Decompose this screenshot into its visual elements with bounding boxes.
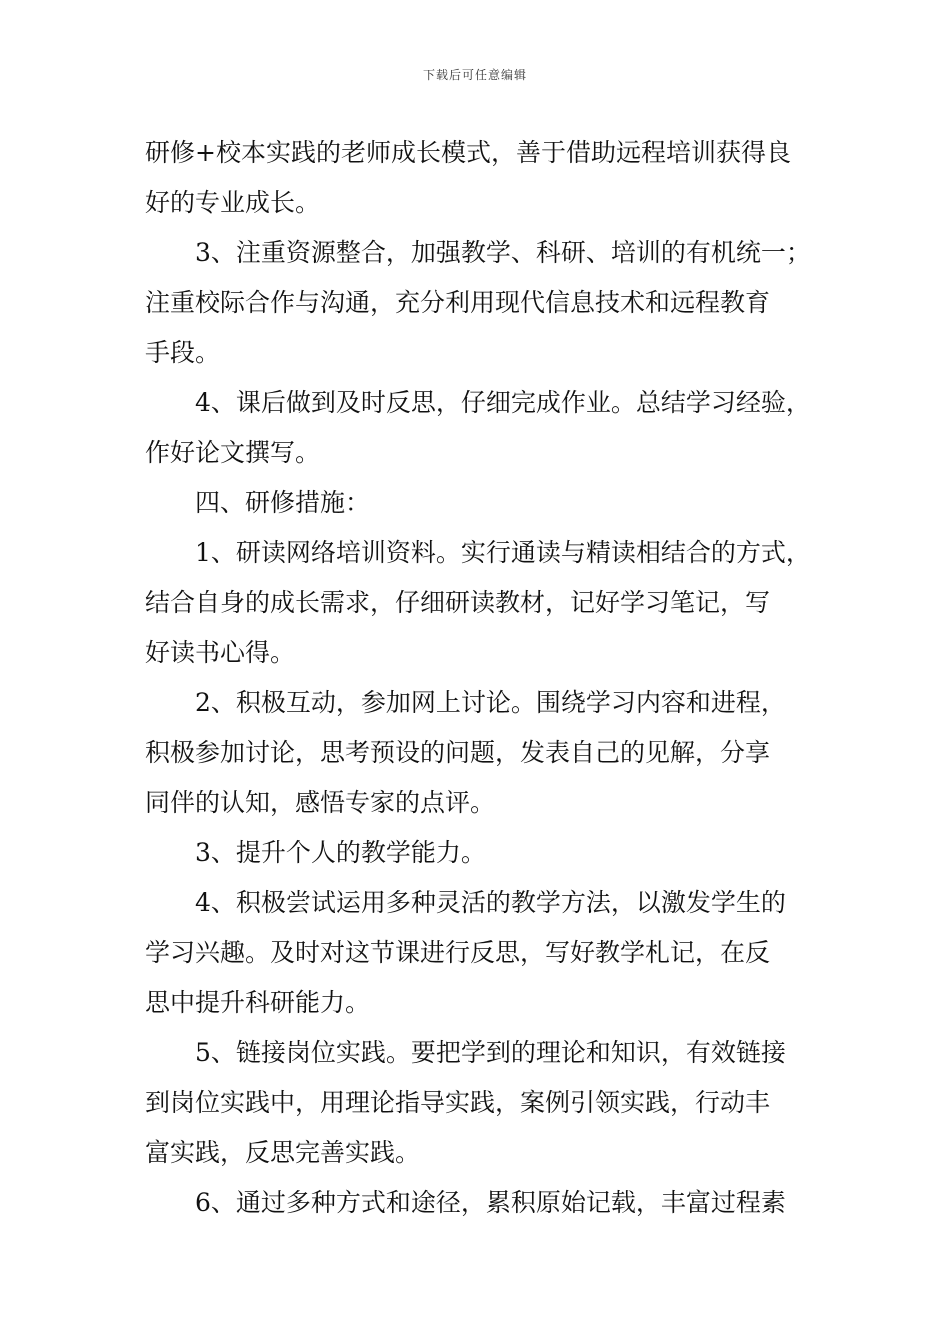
paragraph xyxy=(145,378,825,478)
paragraph xyxy=(145,528,825,678)
text-line: 6、通过多种方式和途径，累积原始记载，丰富过程素 xyxy=(195,1188,786,1217)
text-line: 好读书心得。 xyxy=(145,638,296,667)
text-line: 4、课后做到及时反思，仔细完成作业。总结学习经验， xyxy=(195,388,811,417)
paragraph xyxy=(145,1178,825,1228)
text-line: 4、积极尝试运用多种灵活的教学方法，以激发学生的 xyxy=(195,888,786,917)
paragraph xyxy=(145,228,825,378)
text-line: 结合自身的成长需求，仔细研读教材，记好学习笔记，写 xyxy=(145,588,771,617)
text-line: 积极参加讨论，思考预设的问题，发表自己的见解，分享 xyxy=(145,738,771,767)
section-heading xyxy=(145,478,825,528)
text-line: 四、研修措施： xyxy=(195,488,371,517)
text-line: 到岗位实践中，用理论指导实践，案例引领实践，行动丰 xyxy=(145,1088,771,1117)
text-line: 学习兴趣。及时对这节课进行反思，写好教学札记，在反 xyxy=(145,938,771,967)
document-body xyxy=(145,128,825,1228)
text-line: 手段。 xyxy=(145,338,221,367)
text-line: 5、链接岗位实践。要把学到的理论和知识，有效链接 xyxy=(195,1038,786,1067)
text-line: 1、研读网络培训资料。实行通读与精读相结合的方式， xyxy=(195,538,811,567)
paragraph xyxy=(145,828,825,878)
text-line: 3、提升个人的教学能力。 xyxy=(195,838,486,867)
text-line: 思中提升科研能力。 xyxy=(145,988,371,1017)
text-line: 好的专业成长。 xyxy=(145,188,321,217)
text-line: 注重校际合作与沟通，充分利用现代信息技术和远程教育 xyxy=(145,288,771,317)
text-line: 作好论文撰写。 xyxy=(145,438,321,467)
paragraph xyxy=(145,1028,825,1178)
text-line: 富实践，反思完善实践。 xyxy=(145,1138,421,1167)
text-line: 研修+校本实践的老师成长模式，善于借助远程培训获得良 xyxy=(145,138,791,167)
paragraph xyxy=(145,128,825,228)
text-line: 同伴的认知，感悟专家的点评。 xyxy=(145,788,496,817)
page-header: 下载后可任意编辑 xyxy=(422,68,527,82)
paragraph xyxy=(145,678,825,828)
text-line: 2、积极互动，参加网上讨论。围绕学习内容和进程， xyxy=(195,688,786,717)
text-line: 3、注重资源整合，加强教学、科研、培训的有机统一； xyxy=(195,238,811,267)
paragraph xyxy=(145,878,825,1028)
